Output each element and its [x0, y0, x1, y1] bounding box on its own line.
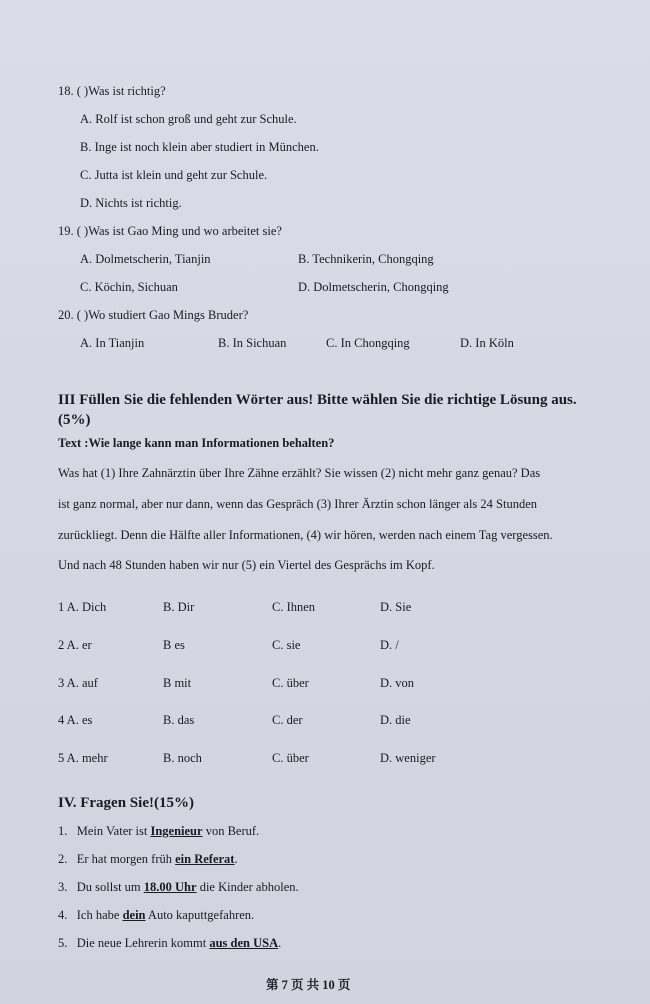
underlined-phrase: aus den USA	[209, 936, 279, 950]
sec4-item-4	[58, 908, 254, 923]
item-text-end: von Beruf.	[202, 824, 260, 838]
choice-2-c: C. sie	[272, 638, 301, 652]
choice-4-a: 4 A. es	[58, 713, 93, 727]
item-text-end: Auto kaputtgefahren.	[145, 908, 255, 922]
item-number: 2.	[58, 852, 68, 866]
item-text-end: .	[234, 852, 238, 866]
q19-option-b: B. Technikerin, Chongqing	[298, 252, 434, 266]
choice-3-a: 3 A. auf	[58, 676, 98, 690]
sec4-item-2	[58, 852, 238, 867]
choice-4-c: C. der	[272, 713, 303, 727]
item-number: 5.	[58, 936, 68, 950]
text-title: Text :Wie lange kann man Informationen behalten?	[58, 436, 335, 450]
q20-stem: 20. ( )Wo studiert Gao Mings Bruder?	[58, 308, 249, 322]
underlined-phrase: ein Referat	[175, 852, 235, 866]
sec4-item-1	[58, 824, 259, 839]
q19-stem: 19. ( )Was ist Gao Ming und wo arbeitet sie?	[58, 224, 282, 238]
choice-4-b: B. das	[163, 713, 195, 727]
q20-option-a: A. In Tianjin	[80, 336, 145, 350]
section-3-title: III Füllen Sie die fehlenden Wörter aus! Bitte wählen Sie die richtige Lösung aus.	[58, 392, 577, 408]
underlined-phrase: Ingenieur	[150, 824, 203, 838]
item-text: Die neue Lehrerin kommt	[76, 936, 210, 950]
q18-option-c: C. Jutta ist klein und geht zur Schule.	[80, 168, 268, 182]
page-footer: 第 7 页 共 10 页	[266, 978, 351, 992]
q19-option-a: A. Dolmetscherin, Tianjin	[80, 252, 211, 266]
item-text: Ich habe	[76, 908, 123, 922]
choice-4-d: D. die	[380, 713, 411, 727]
item-text: Er hat morgen früh	[76, 852, 176, 866]
choice-5-a: 5 A. mehr	[58, 751, 108, 765]
choice-1-b: B. Dir	[163, 600, 195, 614]
choice-2-b: B es	[163, 638, 185, 652]
item-text: Mein Vater ist	[76, 824, 151, 838]
text-line-3: zurückliegt. Denn die Hälfte aller Informationen, (4) wir hören, werden nach einem Tag vergessen.	[58, 528, 553, 542]
item-text-end: .	[278, 936, 282, 950]
q20-option-d: D. In Köln	[460, 336, 514, 350]
q18-option-a: A. Rolf ist schon groß und geht zur Schule.	[80, 112, 297, 126]
choice-1-c: C. Ihnen	[272, 600, 316, 614]
text-line-4: Und nach 48 Stunden haben wir nur (5) ein Viertel des Gesprächs im Kopf.	[58, 558, 435, 572]
choice-1-a: 1 A. Dich	[58, 600, 107, 614]
item-number: 4.	[58, 908, 68, 922]
q19-option-c: C. Köchin, Sichuan	[80, 280, 178, 294]
q18-stem: 18. ( )Was ist richtig?	[58, 84, 166, 98]
choice-3-b: B mit	[163, 676, 192, 690]
choice-5-c: C. über	[272, 751, 309, 765]
sec4-item-5	[58, 936, 281, 951]
underlined-phrase: dein	[122, 908, 146, 922]
q19-option-d: D. Dolmetscherin, Chongqing	[298, 280, 449, 294]
choice-3-c: C. über	[272, 676, 309, 690]
q20-option-b: B. In Sichuan	[218, 336, 287, 350]
section-4-title: IV. Fragen Sie!(15%)	[58, 795, 194, 811]
q18-option-b: B. Inge ist noch klein aber studiert in München.	[80, 140, 319, 154]
q20-option-c: C. In Chongqing	[326, 336, 410, 350]
q18-option-d: D. Nichts ist richtig.	[80, 196, 182, 210]
item-text-end: die Kinder abholen.	[196, 880, 299, 894]
choice-1-d: D. Sie	[380, 600, 412, 614]
text-line-1: Was hat (1) Ihre Zahnärztin über Ihre Zähne erzählt? Sie wissen (2) nicht mehr ganz genau? Das	[58, 466, 541, 480]
choice-2-a: 2 A. er	[58, 638, 92, 652]
choice-3-d: D. von	[380, 676, 415, 690]
text-line-2: ist ganz normal, aber nur dann, wenn das Gespräch (3) Ihrer Ärztin schon länger als 24 Stunden	[58, 497, 538, 511]
item-text: Du sollst um	[76, 880, 144, 894]
choice-5-d: D. weniger	[380, 751, 436, 765]
choice-5-b: B. noch	[163, 751, 202, 765]
section-3-weight: (5%)	[58, 412, 91, 428]
item-number: 3.	[58, 880, 68, 894]
item-number: 1.	[58, 824, 68, 838]
sec4-item-3	[58, 880, 299, 895]
choice-2-d: D. /	[380, 638, 399, 652]
underlined-phrase: 18.00 Uhr	[143, 880, 197, 894]
